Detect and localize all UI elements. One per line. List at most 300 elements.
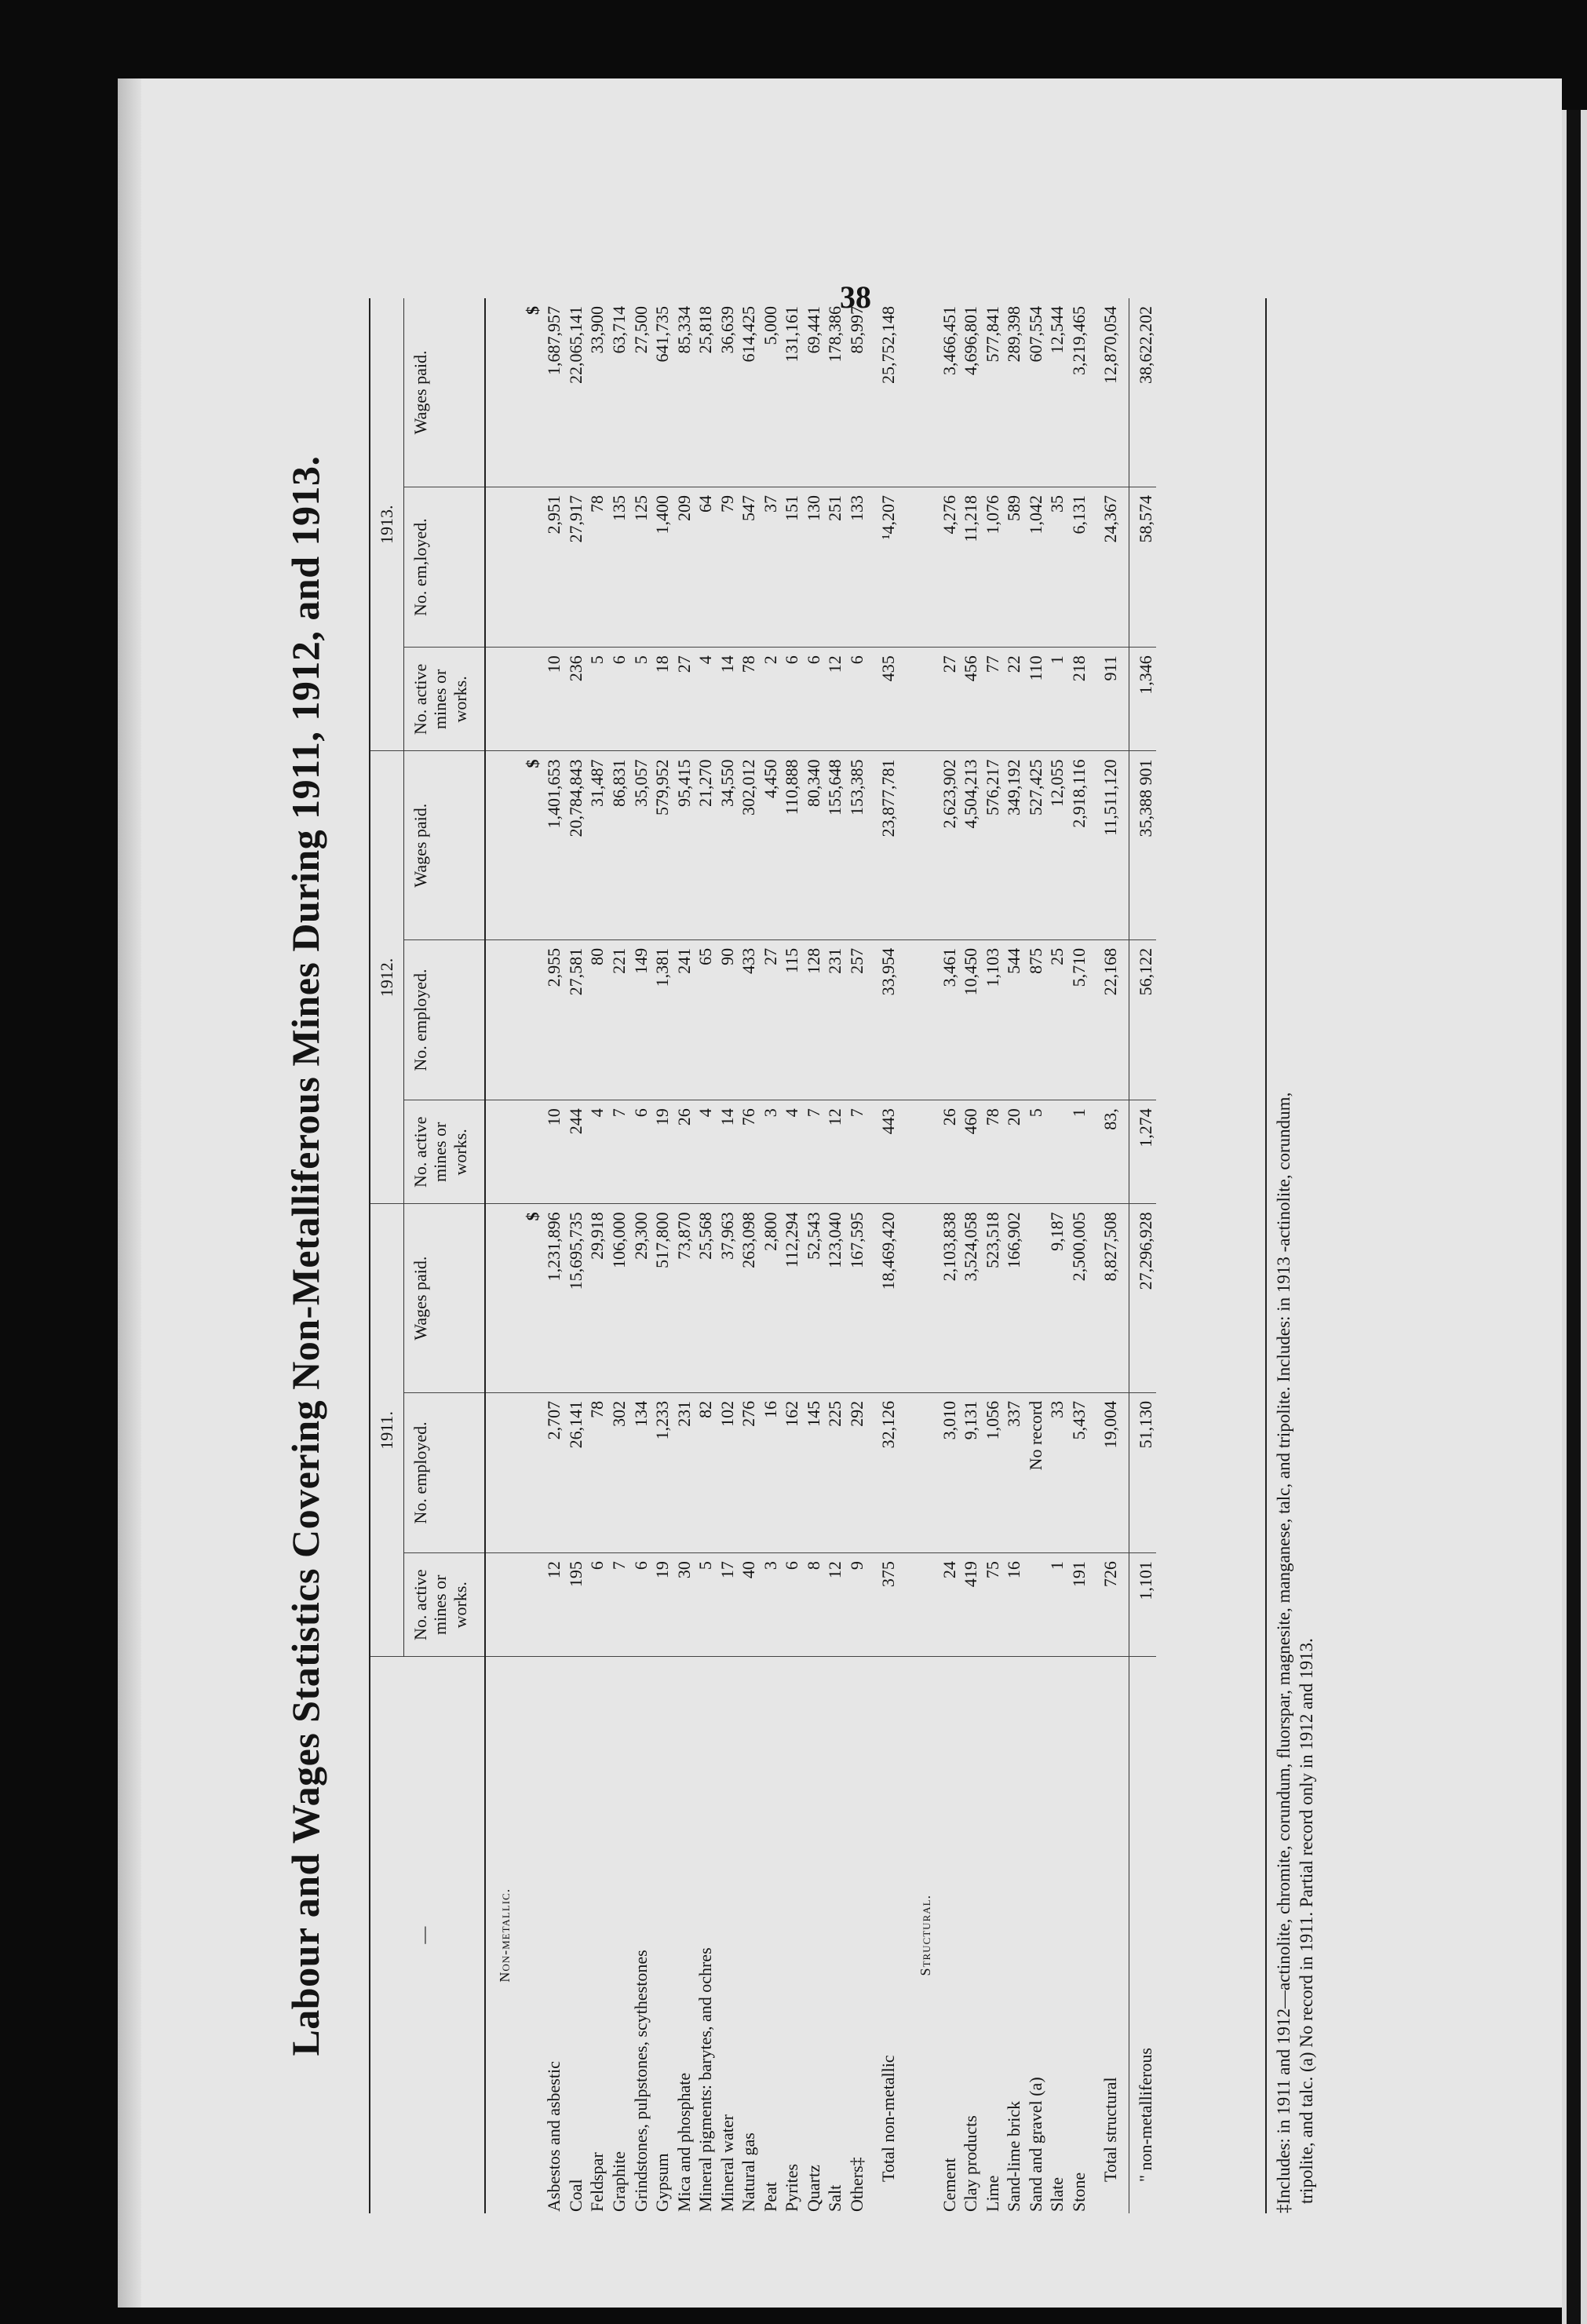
cell-e13: 1,076: [982, 487, 1004, 647]
scanner-frame-shadow: [1567, 110, 1581, 2324]
cell-m11: [1025, 1553, 1047, 1657]
cell-m12: 14: [717, 1100, 739, 1204]
cell-m12: 83,: [1089, 1100, 1129, 1204]
cell-m11: 6: [586, 1553, 608, 1657]
table-row: [673, 298, 695, 2213]
cell-e11: 78: [586, 1392, 608, 1552]
cell-e12: 115: [781, 939, 803, 1100]
cell-e11: 9,131: [960, 1392, 982, 1552]
header-employed-1912: No. employed.: [403, 939, 485, 1100]
cell-w11: 2,500,005: [1068, 1204, 1090, 1392]
cell-m12: 4: [586, 1100, 608, 1204]
cell-m13: 22: [1003, 648, 1025, 751]
header-blank: —: [370, 1657, 485, 2213]
cell-e11: 3,010: [939, 1392, 961, 1552]
cell-w12: 34,550: [717, 751, 739, 939]
cell-w13: 607,554: [1025, 298, 1047, 487]
cell-m11: 7: [608, 1553, 630, 1657]
row-label: Mineral water: [717, 2114, 737, 2212]
cell-w11: 517,800: [651, 1204, 673, 1392]
row-label: Feldspar: [587, 2152, 607, 2212]
row-label: Coal: [565, 2179, 586, 2212]
table-body: [485, 298, 1156, 2213]
cell-e13: ¹4,207: [867, 487, 907, 647]
cell-e12: 1,381: [651, 939, 673, 1100]
total-row-structural: [1089, 298, 1129, 2213]
cell-e11: 231: [673, 1392, 695, 1552]
cell-e13: 547: [738, 487, 760, 647]
cell-e11: 16: [760, 1392, 782, 1552]
cell-m13: 77: [982, 648, 1004, 751]
cell-w13: 1,687,957: [543, 298, 565, 487]
cell-w13: 85,334: [673, 298, 695, 487]
cell-m12: 7: [846, 1100, 868, 1204]
cell-w12: 95,415: [673, 751, 695, 939]
table-row: [1068, 298, 1090, 2213]
cell-m11: 12: [543, 1553, 565, 1657]
cell-w12: 302,012: [738, 751, 760, 939]
cell-w12: 86,831: [608, 751, 630, 939]
table-row: [939, 298, 961, 2213]
cell-w12: 12,055: [1046, 751, 1068, 939]
cell-m13: 456: [960, 648, 982, 751]
row-label: Total non-metallic: [878, 2055, 899, 2182]
cell-e12: 25: [1046, 939, 1068, 1100]
cell-w11: 2,800: [760, 1204, 782, 1392]
total-row-non-metalliferous: [1129, 298, 1156, 2213]
cell-m11: 40: [738, 1553, 760, 1657]
cell-w11: 3,524,058: [960, 1204, 982, 1392]
row-label: Grindstones, pulpstones, scythestones: [630, 1950, 651, 2212]
currency-1911: $: [518, 1204, 544, 1392]
cell-e13: 64: [695, 487, 717, 647]
section-label-non-metallic: Non-metallic.: [497, 1888, 513, 1983]
row-label: Peat: [760, 2182, 780, 2212]
cell-e11: 82: [695, 1392, 717, 1552]
footnote-line-1: ‡Includes: in 1911 and 1912—actinolite, chromite, corundum, fluorspar, magnesite, manganese, talc, and tripolite. Includes: in 1913 -actinolite, corundum,: [1274, 1092, 1293, 2213]
cell-m13: 78: [738, 648, 760, 751]
cell-w13: 33,900: [586, 298, 608, 487]
cell-w11: 18,469,420: [867, 1204, 907, 1392]
cell-m12: 4: [695, 1100, 717, 1204]
cell-w12: 11,511,120: [1089, 751, 1129, 939]
cell-e13: 4,276: [939, 487, 961, 647]
cell-w11: 263,098: [738, 1204, 760, 1392]
cell-e12: 544: [1003, 939, 1025, 1100]
cell-m13: 27: [673, 648, 695, 751]
cell-m12: 78: [982, 1100, 1004, 1204]
cell-e11: 33: [1046, 1392, 1068, 1552]
cell-w11: 1,231,896: [543, 1204, 565, 1392]
table-row: [1003, 298, 1025, 2213]
cell-m12: 1,274: [1129, 1100, 1156, 1204]
cell-w11: 52,543: [803, 1204, 825, 1392]
row-label: Others‡: [846, 2157, 866, 2212]
table-row: [738, 298, 760, 2213]
cell-w11: 29,918: [586, 1204, 608, 1392]
table-row: [824, 298, 846, 2213]
header-wages-1912: Wages paid.: [403, 751, 485, 939]
cell-e12: 2,955: [543, 939, 565, 1100]
row-label: Pyrites: [782, 2163, 802, 2212]
cell-e12: 56,122: [1129, 939, 1156, 1100]
cell-w13: 3,466,451: [939, 298, 961, 487]
cell-w11: 73,870: [673, 1204, 695, 1392]
cell-w12: 155,648: [824, 751, 846, 939]
cell-e12: 27: [760, 939, 782, 1100]
cell-w13: 27,500: [630, 298, 652, 487]
cell-m13: 5: [630, 648, 652, 751]
page-number: 38: [840, 279, 871, 315]
cell-w12: 4,504,213: [960, 751, 982, 939]
cell-e11: 102: [717, 1392, 739, 1552]
cell-m13: 6: [846, 648, 868, 751]
table-row: [760, 298, 782, 2213]
cell-e11: 145: [803, 1392, 825, 1552]
cell-e12: 433: [738, 939, 760, 1100]
cell-e13: 78: [586, 487, 608, 647]
row-label: Cement: [939, 2158, 959, 2212]
header-wages-1911: Wages paid.: [403, 1204, 485, 1392]
cell-m13: 12: [824, 648, 846, 751]
cell-m11: 1,101: [1129, 1553, 1156, 1657]
section-row-non-metallic: [485, 298, 518, 2213]
cell-m12: 6: [630, 1100, 652, 1204]
cell-e12: 221: [608, 939, 630, 1100]
cell-e12: 27,581: [565, 939, 587, 1100]
table-row: [608, 298, 630, 2213]
cell-e12: 241: [673, 939, 695, 1100]
cell-e11: 162: [781, 1392, 803, 1552]
cell-w13: 69,441: [803, 298, 825, 487]
cell-e13: 133: [846, 487, 868, 647]
page-binding-edge: [118, 78, 141, 2308]
cell-m11: 8: [803, 1553, 825, 1657]
cell-e13: 58,574: [1129, 487, 1156, 647]
cell-e11: 276: [738, 1392, 760, 1552]
cell-e11: 5,437: [1068, 1392, 1090, 1552]
cell-e12: 3,461: [939, 939, 961, 1100]
cell-e11: 26,141: [565, 1392, 587, 1552]
section-row-structural: [907, 298, 939, 2213]
cell-e13: 11,218: [960, 487, 982, 647]
table-row: [717, 298, 739, 2213]
cell-m13: 4: [695, 648, 717, 751]
cell-w13: 577,841: [982, 298, 1004, 487]
cell-m13: 6: [781, 648, 803, 751]
table-row: [846, 298, 868, 2213]
cell-e11: 292: [846, 1392, 868, 1552]
cell-e13: 151: [781, 487, 803, 647]
cell-m12: 5: [1025, 1100, 1047, 1204]
table-row: [960, 298, 982, 2213]
cell-e12: 5,710: [1068, 939, 1090, 1100]
header-mines-1913: No. active mines or works.: [403, 648, 485, 751]
table-row: [630, 298, 652, 2213]
cell-e13: 24,367: [1089, 487, 1129, 647]
cell-m12: 443: [867, 1100, 907, 1204]
cell-m13: 1: [1046, 648, 1068, 751]
cell-m13: 435: [867, 648, 907, 751]
page-title: Labour and Wages Statistics Covering Non-Metalliferous Mines During 1911, 1912, and 1913.: [283, 455, 327, 2056]
cell-e11: 225: [824, 1392, 846, 1552]
cell-m13: 236: [565, 648, 587, 751]
cell-m12: 76: [738, 1100, 760, 1204]
cell-m11: 6: [781, 1553, 803, 1657]
cell-e12: 80: [586, 939, 608, 1100]
cell-e11: 302: [608, 1392, 630, 1552]
cell-m11: 16: [1003, 1553, 1025, 1657]
cell-m13: 218: [1068, 648, 1090, 751]
cell-m12: 1: [1068, 1100, 1090, 1204]
cell-m11: 375: [867, 1553, 907, 1657]
cell-w11: 2,103,838: [939, 1204, 961, 1392]
cell-e11: No record: [1025, 1392, 1047, 1552]
cell-m11: 9: [846, 1553, 868, 1657]
header-mines-1911: No. active mines or works.: [403, 1553, 485, 1657]
cell-m12: 7: [608, 1100, 630, 1204]
cell-w11: 106,000: [608, 1204, 630, 1392]
cell-m11: 75: [982, 1553, 1004, 1657]
cell-w12: 2,918,116: [1068, 751, 1090, 939]
cell-m12: 7: [803, 1100, 825, 1204]
header-year-1912: 1912.: [370, 751, 403, 1204]
cell-w12: 576,217: [982, 751, 1004, 939]
cell-m12: 20: [1003, 1100, 1025, 1204]
cell-m12: 12: [824, 1100, 846, 1204]
cell-m11: 5: [695, 1553, 717, 1657]
cell-w12: 20,784,843: [565, 751, 587, 939]
cell-m13: 18: [651, 648, 673, 751]
cell-w13: 12,870,054: [1089, 298, 1129, 487]
cell-w12: 21,270: [695, 751, 717, 939]
cell-w13: 131,161: [781, 298, 803, 487]
cell-e13: 37: [760, 487, 782, 647]
row-label: Gypsum: [652, 2153, 673, 2212]
cell-w12: 153,385: [846, 751, 868, 939]
cell-w13: 3,219,465: [1068, 298, 1090, 487]
row-label: Graphite: [609, 2151, 629, 2212]
row-label: Sand-lime brick: [1004, 2100, 1024, 2212]
cell-m12: 26: [673, 1100, 695, 1204]
total-row-non-metallic: [867, 298, 907, 2213]
cell-m13: 1,346: [1129, 648, 1156, 751]
cell-w11: [1025, 1204, 1047, 1392]
rotated-content: [283, 251, 1366, 2260]
cell-w11: 523,518: [982, 1204, 1004, 1392]
cell-m11: 3: [760, 1553, 782, 1657]
row-label: Sand and gravel (a): [1025, 2077, 1045, 2212]
cell-w12: 527,425: [1025, 751, 1047, 939]
cell-m13: 27: [939, 648, 961, 751]
row-label: Slate: [1047, 2177, 1067, 2212]
header-employed-1913: No. em,loyed.: [403, 487, 485, 647]
cell-m13: 10: [543, 648, 565, 751]
cell-w13: 12,544: [1046, 298, 1068, 487]
cell-m11: 195: [565, 1553, 587, 1657]
cell-e12: 65: [695, 939, 717, 1100]
row-label: Clay products: [961, 2115, 981, 2212]
cell-w11: 9,187: [1046, 1204, 1068, 1392]
cell-e11: 1,056: [982, 1392, 1004, 1552]
cell-e13: 209: [673, 487, 695, 647]
cell-e13: 2,951: [543, 487, 565, 647]
cell-w11: 15,695,735: [565, 1204, 587, 1392]
row-label: Asbestos and asbestic: [544, 2061, 564, 2212]
cell-m12: 244: [565, 1100, 587, 1204]
cell-m12: 4: [781, 1100, 803, 1204]
section-label: Structural.: [917, 1894, 933, 1976]
cell-e11: 19,004: [1089, 1392, 1129, 1552]
row-label: Natural gas: [739, 2132, 759, 2212]
cell-m13: 6: [608, 648, 630, 751]
cell-e13: 135: [608, 487, 630, 647]
cell-e11: 134: [630, 1392, 652, 1552]
cell-m11: 24: [939, 1553, 961, 1657]
cell-e12: 875: [1025, 939, 1047, 1100]
cell-w13: 289,398: [1003, 298, 1025, 487]
cell-w13: 38,622,202: [1129, 298, 1156, 487]
cell-w11: 25,568: [695, 1204, 717, 1392]
cell-e13: 1,042: [1025, 487, 1047, 647]
cell-w11: 123,040: [824, 1204, 846, 1392]
cell-w11: 166,902: [1003, 1204, 1025, 1392]
cell-m11: 6: [630, 1553, 652, 1657]
row-label: " non-metalliferous: [1129, 1657, 1156, 2213]
header-year-1913: 1913.: [370, 298, 403, 751]
cell-m11: 17: [717, 1553, 739, 1657]
cell-e12: 231: [824, 939, 846, 1100]
cell-m13: 110: [1025, 648, 1047, 751]
cell-e13: 130: [803, 487, 825, 647]
table-row: [781, 298, 803, 2213]
cell-m13: 5: [586, 648, 608, 751]
row-label: Quartz: [803, 2165, 823, 2212]
cell-e12: 257: [846, 939, 868, 1100]
row-label: Mica and phosphate: [673, 2072, 694, 2212]
table-row: [586, 298, 608, 2213]
header-employed-1911: No. employed.: [403, 1392, 485, 1552]
cell-w13: 63,714: [608, 298, 630, 487]
cell-w12: 31,487: [586, 751, 608, 939]
cell-m13: 2: [760, 648, 782, 751]
header-mines-1912: No. active mines or works.: [403, 1100, 485, 1204]
cell-e11: 32,126: [867, 1392, 907, 1552]
cell-w13: 22,065,141: [565, 298, 587, 487]
table-row: [695, 298, 717, 2213]
cell-e13: 6,131: [1068, 487, 1090, 647]
cell-e12: 10,450: [960, 939, 982, 1100]
cell-w12: 110,888: [781, 751, 803, 939]
cell-e13: 27,917: [565, 487, 587, 647]
currency-row: [518, 298, 544, 2213]
cell-w12: 23,877,781: [867, 751, 907, 939]
cell-m12: 19: [651, 1100, 673, 1204]
statistics-table: [370, 298, 1156, 2213]
cell-w13: 25,752,148: [867, 298, 907, 487]
table-row: [803, 298, 825, 2213]
cell-e12: 90: [717, 939, 739, 1100]
row-label: Lime: [982, 2175, 1002, 2212]
header-wages-1913: Wages paid.: [403, 298, 485, 487]
cell-w12: 35,057: [630, 751, 652, 939]
cell-w12: 349,192: [1003, 751, 1025, 939]
cell-e13: 35: [1046, 487, 1068, 647]
row-label: Stone: [1068, 2172, 1089, 2212]
cell-m11: 419: [960, 1553, 982, 1657]
cell-m11: 19: [651, 1553, 673, 1657]
table-row: [1046, 298, 1068, 2213]
footnote-line-2: tripolite, and talc. (a) No record in 1911. Partial record only in 1912 and 1913.: [1296, 1638, 1316, 2204]
cell-w13: 614,425: [738, 298, 760, 487]
cell-w11: 167,595: [846, 1204, 868, 1392]
currency-1912: $: [518, 751, 544, 939]
cell-m12: 10: [543, 1100, 565, 1204]
cell-w12: 579,952: [651, 751, 673, 939]
cell-m13: 6: [803, 648, 825, 751]
cell-e12: 33,954: [867, 939, 907, 1100]
cell-m11: 1: [1046, 1553, 1068, 1657]
cell-e11: 51,130: [1129, 1392, 1156, 1552]
cell-m11: 12: [824, 1553, 846, 1657]
cell-w11: 112,294: [781, 1204, 803, 1392]
cell-m12: 3: [760, 1100, 782, 1204]
cell-m12: [1046, 1100, 1068, 1204]
header-year-1911: 1911.: [370, 1204, 403, 1657]
cell-w13: 4,696,801: [960, 298, 982, 487]
cell-e11: 1,233: [651, 1392, 673, 1552]
table-row: [543, 298, 565, 2213]
row-label: Salt: [825, 2184, 845, 2212]
cell-m11: 726: [1089, 1553, 1129, 1657]
cell-m13: 911: [1089, 648, 1129, 751]
cell-m11: 30: [673, 1553, 695, 1657]
cell-w12: 1,401,653: [543, 751, 565, 939]
table-row: [651, 298, 673, 2213]
statistics-table-wrapper: [369, 298, 1267, 2213]
cell-w12: 4,450: [760, 751, 782, 939]
cell-m12: 26: [939, 1100, 961, 1204]
table-row: [982, 298, 1004, 2213]
cell-m12: 460: [960, 1100, 982, 1204]
currency-1913: $: [518, 298, 544, 487]
footnote: [1273, 298, 1319, 2213]
cell-w12: 2,623,902: [939, 751, 961, 939]
cell-e12: 1,103: [982, 939, 1004, 1100]
cell-w12: 80,340: [803, 751, 825, 939]
cell-e13: 125: [630, 487, 652, 647]
cell-e12: 149: [630, 939, 652, 1100]
table-row: [565, 298, 587, 2213]
cell-w13: 178,386: [824, 298, 846, 487]
cell-e11: 2,707: [543, 1392, 565, 1552]
cell-e13: 1,400: [651, 487, 673, 647]
cell-e13: 589: [1003, 487, 1025, 647]
cell-w11: 29,300: [630, 1204, 652, 1392]
cell-w11: 27,296,928: [1129, 1204, 1156, 1392]
cell-w13: 5,000: [760, 298, 782, 487]
cell-w12: 35,388 901: [1129, 751, 1156, 939]
cell-w11: 37,963: [717, 1204, 739, 1392]
table-row: [1025, 298, 1047, 2213]
cell-e12: 128: [803, 939, 825, 1100]
cell-m13: 14: [717, 648, 739, 751]
cell-e13: 251: [824, 487, 846, 647]
cell-e13: 79: [717, 487, 739, 647]
row-label: Mineral pigments: barytes, and ochres: [695, 1947, 716, 2212]
cell-w13: 25,818: [695, 298, 717, 487]
cell-w13: 36,639: [717, 298, 739, 487]
